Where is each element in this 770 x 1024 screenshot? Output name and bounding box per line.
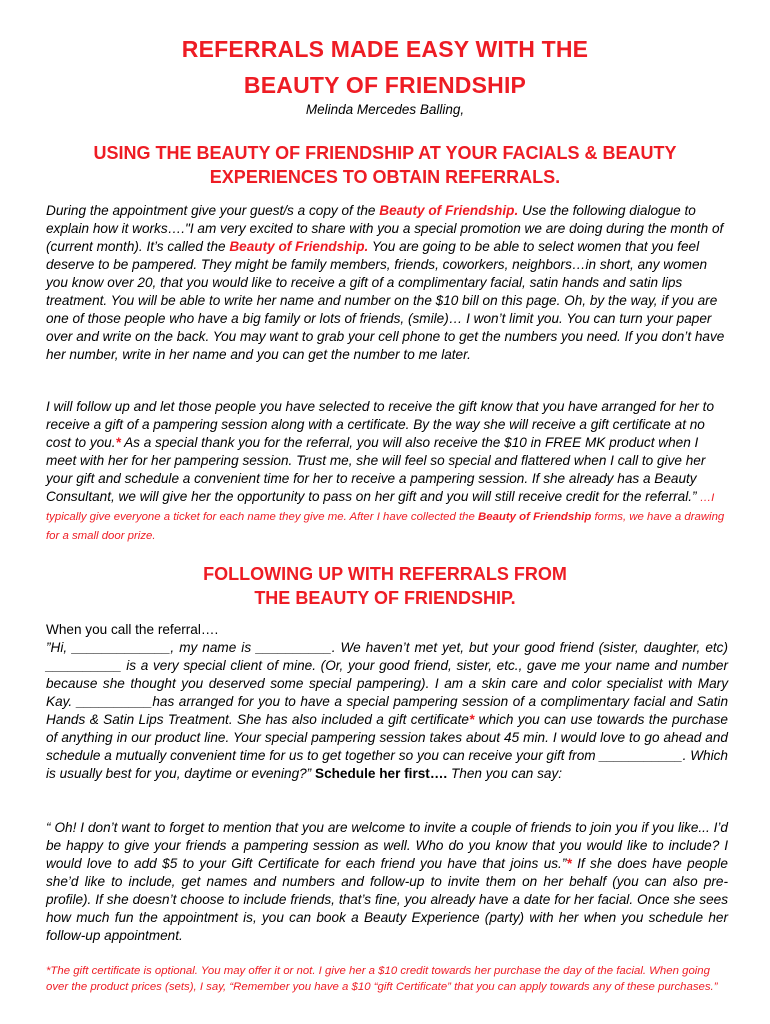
footnote-marker: * (468, 712, 475, 727)
document-title-line-2: BEAUTY OF FRIENDSHIP (243, 72, 527, 98)
beauty-of-friendship-highlight: Beauty of Friendship (478, 511, 592, 523)
paragraph-referral-call-script (46, 621, 728, 783)
beauty-of-friendship-highlight: Beauty of Friendship. (229, 239, 369, 254)
paragraph-text: ”Hi, _____________, my name is __________. We haven’t met yet, but your good friend (sister, daughter, etc) __________ is a very special client of mine. (Or, your good friend, sister, etc., gave me your name and number because she thought you deserved some special pampering). I am a skin care and color specialist with Mary Kay. __________has arranged for you to have a special pampering session of a complimentary facial and Satin Hands & Satin Lips Treatment. She has also included a gift certificate (46, 640, 728, 727)
gift-certificate-footnote: *The gift certificate is optional. You may offer it or not. I give her a $10 credit towards her purchase the day of the facial. When going over the product prices (sets), I say, “Remember you have a $10 “gift Certificate” that you can apply towards any of these purchases.” (46, 965, 718, 993)
author-name: Melinda Mercedes Balling, (305, 102, 465, 117)
paragraph-text: I will follow up and let those people you have selected to receive the gift know that you have arranged for her to receive a gift of a pampering session along with a certificate. By the way she will receive a gift certificate at no cost to you. (46, 399, 715, 450)
section-1-heading (30, 141, 740, 189)
paragraph-text: If she does have people she’d like to include, get names and numbers and follow-up to invite them on her behalf (you can also pre-profile). If she doesn’t choose to include friends, that’s fine, you already have a date for her facial. Once she sees how much fun the appointment is, you can book a Beauty Experience (party) with her when you schedule her follow-up appointment. (46, 856, 728, 943)
section-2-heading-line-2: THE BEAUTY OF FRIENDSHIP. (254, 588, 516, 608)
paragraph-text: As a special thank you for the referral, you will also receive the $10 in FREE MK product when I meet with her for her pampering session. Trust me, she will feel so special and flattered when I call to give her your gift and schedule a convenient time for her to receive a pampering session. If she already has a Beauty Consultant, we will give her the opportunity to pass on her gift and you will still receive credit for the referral.” (46, 435, 706, 504)
footnote-marker: * (566, 856, 572, 871)
paragraph-dialogue-explanation (46, 202, 728, 364)
section-2-heading-line-1: FOLLOWING UP WITH REFERRALS FROM (203, 564, 567, 584)
paragraph-follow-up-promise (46, 398, 728, 545)
paragraph-text: Then you can say: (447, 766, 563, 781)
section-2-heading (30, 562, 740, 610)
paragraph-text: Use the following dialogue to explain how it works…."I am very excited to share with you a special promotion we are doing during the month of (current month). It’s called the (46, 203, 724, 254)
paragraph-text: which you can use towards the purchase of anything in our product line. Your special pampering session takes about 45 min. I would love to go ahead and schedule a mutually convenient time for us to get together so you can receive your gift from ___________. Which is usually best for you, daytime or evening?” (46, 712, 728, 781)
call-intro: When you call the referral…. (46, 622, 219, 637)
ticket-note: …I typically give everyone a ticket for each name they give me. After I have collected the (46, 492, 715, 523)
section-1-heading-line-1: USING THE BEAUTY OF FRIENDSHIP AT YOUR FACIALS & BEAUTY (93, 143, 677, 163)
paragraph-text: “ Oh! I don’t want to forget to mention that you are welcome to invite a couple of friends to join you if you like... I’d be happy to give your friends a pampering session as well. Who do you know that you would like to include? I would love to add $5 to your Gift Certificate for each friend you have that joins us.” (46, 820, 728, 871)
ticket-note: forms, we have a drawing for a small door prize. (46, 511, 725, 542)
document-title-line-1: REFERRALS MADE EASY WITH THE (181, 36, 589, 62)
footnote-marker: * (115, 435, 121, 450)
section-1-heading-line-2: EXPERIENCES TO OBTAIN REFERRALS. (209, 167, 561, 187)
paragraph-text: You are going to be able to select women that you feel deserve to be pampered. They might be family members, friends, coworkers, neighbors…in short, any women you know over 20, that you would like to receive a gift of a complimentary facial, satin hands and satin lips treatment. You will be able to write her name and number on the $10 bill on this page. Oh, by the way, if you are one of those people who have a big family or lots of friends, (smile)… I won’t limit you. You can turn your paper over and write on the back. You may want to grab your cell phone to get the numbers you need. If you don’t have her number, write in her name and you can get the number to me later. (46, 239, 725, 362)
paragraph-invite-friends (46, 819, 728, 945)
paragraph-text: During the appointment give your guest/s a copy of the (46, 203, 380, 218)
schedule-her-first-bold: Schedule her first…. (315, 766, 448, 781)
beauty-of-friendship-highlight: Beauty of Friendship. (379, 203, 519, 218)
